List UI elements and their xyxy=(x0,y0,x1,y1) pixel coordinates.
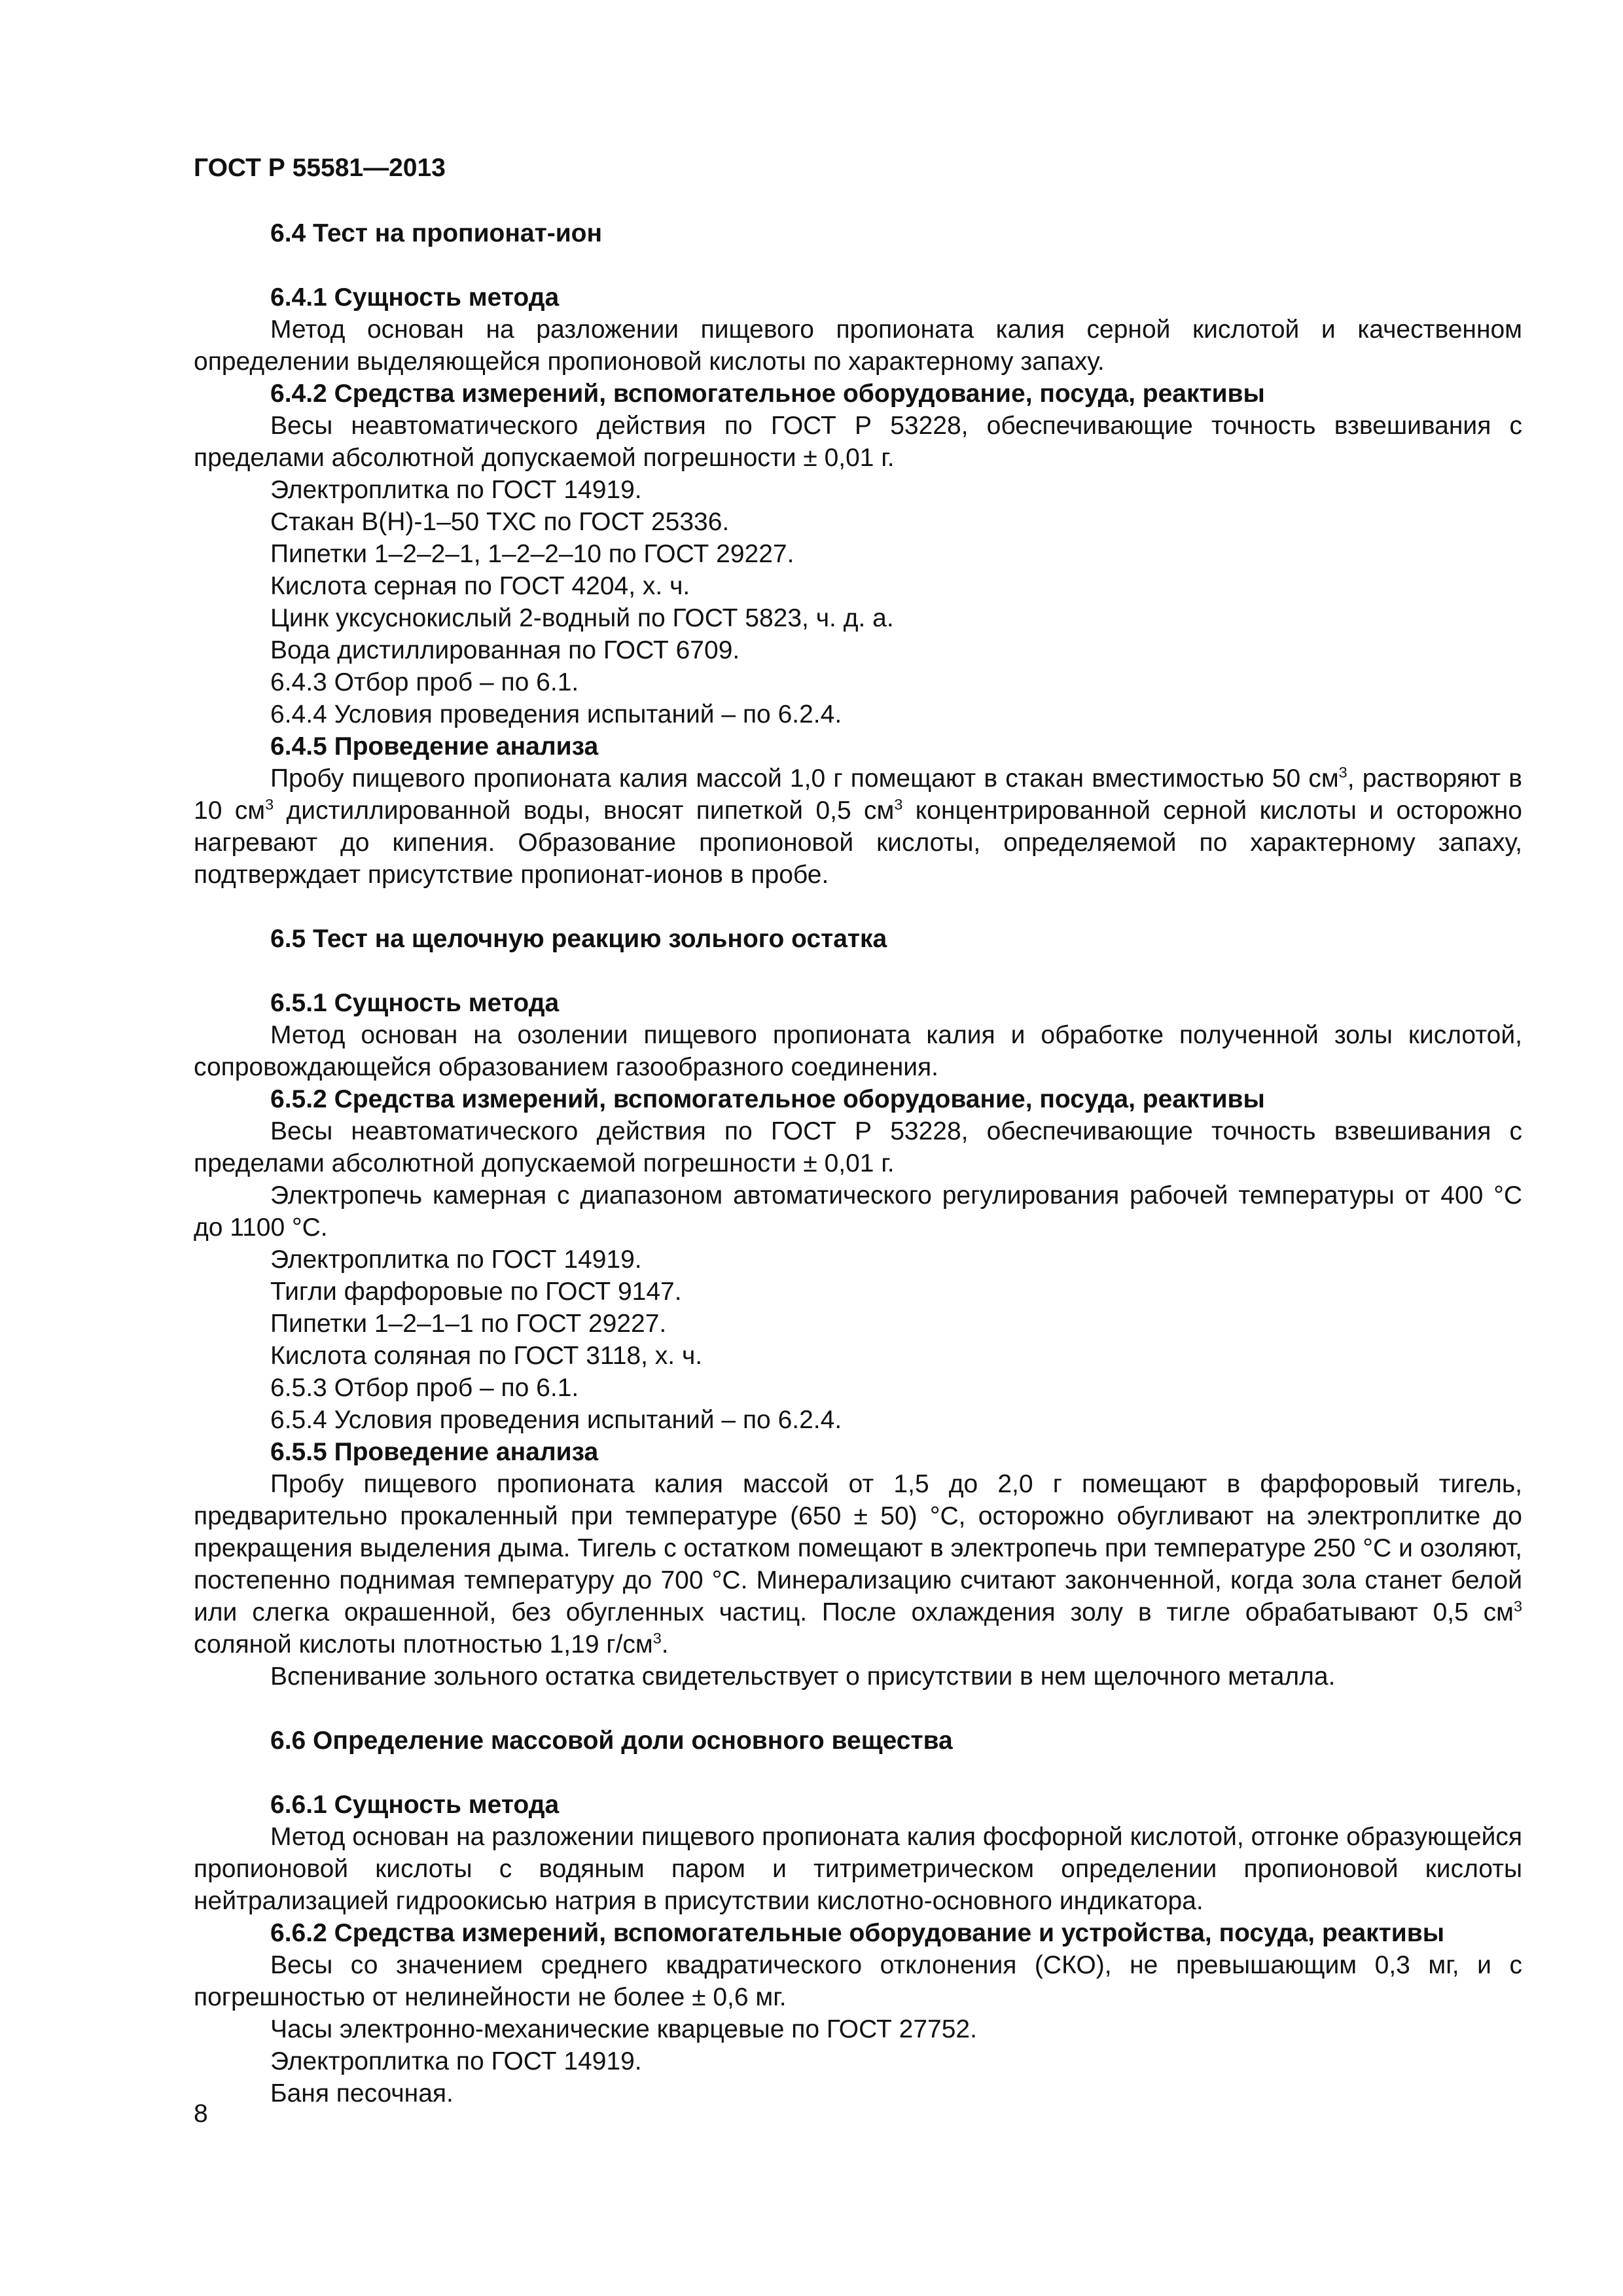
section-6-6-1-title: 6.6.1 Сущность метода xyxy=(270,1791,560,1819)
section-6-4-2-paragraph: Весы неавтоматического действия по ГОСТ Р 53228, обеспечивающие точность взвешивания с пределами абсолютной допускаемой погрешности ± 0,01 г. xyxy=(194,412,1522,472)
spacer xyxy=(194,249,1522,281)
text-run: . xyxy=(661,1630,669,1659)
section-6-4-1-text: Метод основан на разложении пищевого пропионата калия серной кислотой и качественном определении выделяющейся пропионовой кислоты по характерному запаху. xyxy=(194,315,1522,376)
superscript: 3 xyxy=(1513,1598,1522,1615)
text-run: , растворяют в 10 см xyxy=(194,764,1522,825)
page-number: 8 xyxy=(194,2100,208,2128)
section-6-6-2-paragraph: Весы со значением среднего квадратического отклонения (СКО), не превышающим 0,3 мг, и с погрешностью от нелинейности не более ± 0,6 мг. xyxy=(194,1951,1522,2011)
superscript: 3 xyxy=(265,796,274,813)
section-6-6-title: 6.6 Определение массовой доли основного вещества xyxy=(270,1727,953,1755)
superscript: 3 xyxy=(652,1630,662,1647)
document-body xyxy=(194,217,1522,2109)
spacer xyxy=(194,955,1522,987)
spacer xyxy=(194,891,1522,923)
section-6-4-5-title: 6.4.5 Проведение анализа xyxy=(270,732,599,761)
list-line: Вода дистиллированная по ГОСТ 6709. xyxy=(270,636,740,664)
section-6-5-5-title: 6.5.5 Проведение анализа xyxy=(270,1438,599,1466)
section-6-4-5-text xyxy=(194,762,1522,891)
list-line: Электроплитка по ГОСТ 14919. xyxy=(270,1246,642,1274)
section-6-5-5-text xyxy=(194,1468,1522,1660)
section-6-5-5-conclusion: Вспенивание зольного остатка свидетельствует о присутствии в нем щелочного металла. xyxy=(270,1662,1336,1691)
text-run: Пробу пищевого пропионата калия массой от 1,5 до 2,0 г помещают в фарфоровый тигель, предварительно прокаленный при температуре (650 ± 50) °С, осторожно обугливают на электроплитке до прекращения выделения дыма. Тигель с остатком помещают в электропечь при температуре 250 °С и озоляют, постепенно поднимая температуру до 700 °С. Минерализацию считают законченной, когда зола станет белой или слегка окрашенной, без обугленных частиц. После охлаждения золу в тигле обрабатывают 0,5 см xyxy=(194,1470,1522,1626)
text-run: Пробу пищевого пропионата калия массой 1,0 г помещают в стакан вместимостью 50 см xyxy=(270,764,1339,793)
section-6-5-1-title: 6.5.1 Сущность метода xyxy=(270,989,560,1017)
spacer xyxy=(194,1757,1522,1789)
list-line: Часы электронно-механические кварцевые по ГОСТ 27752. xyxy=(270,2015,977,2043)
list-line: Кислота соляная по ГОСТ 3118, х. ч. xyxy=(270,1342,703,1370)
section-6-5-title: 6.5 Тест на щелочную реакцию зольного остатка xyxy=(270,925,887,953)
text-run: концентрированной серной кислоты и осторожно нагревают до кипения. Образование пропионовой кислоты, определяемой по характерному запаху, подтверждает присутствие пропионат-ионов в пробе. xyxy=(194,797,1523,889)
list-line: 6.4.3 Отбор проб – по 6.1. xyxy=(270,668,579,696)
superscript: 3 xyxy=(894,796,903,813)
list-line: Пипетки 1–2–2–1, 1–2–2–10 по ГОСТ 29227. xyxy=(270,540,794,568)
section-6-4-title: 6.4 Тест на пропионат-ион xyxy=(270,219,603,247)
section-6-6-1-text: Метод основан на разложении пищевого пропионата калия фосфорной кислотой, отгонке образующейся пропионовой кислоты с водяным паром и титриметрическом определении пропионовой кислоты нейтрализацией гидроокисью натрия в присутствии кислотно-основного индикатора. xyxy=(194,1823,1522,1915)
list-line: Электроплитка по ГОСТ 14919. xyxy=(270,476,642,504)
list-line: 6.4.4 Условия проведения испытаний – по 6.2.4. xyxy=(270,700,842,728)
section-6-4-1-title: 6.4.1 Сущность метода xyxy=(270,283,560,312)
list-line: Пипетки 1–2–1–1 по ГОСТ 29227. xyxy=(270,1310,667,1338)
list-line: Электроплитка по ГОСТ 14919. xyxy=(270,2047,642,2075)
superscript: 3 xyxy=(1338,764,1347,781)
section-6-4-2-title: 6.4.2 Средства измерений, вспомогательное оборудование, посуда, реактивы xyxy=(270,380,1265,408)
spacer xyxy=(194,1693,1522,1725)
text-run: соляной кислоты плотностью 1,19 г/см xyxy=(194,1630,653,1659)
list-line: Стакан В(Н)-1–50 ТХС по ГОСТ 25336. xyxy=(270,508,730,536)
list-line: Баня песочная. xyxy=(270,2079,454,2108)
list-line: Тигли фарфоровые по ГОСТ 9147. xyxy=(270,1278,682,1306)
section-6-6-2-title: 6.6.2 Средства измерений, вспомогательные оборудование и устройства, посуда, реактивы xyxy=(270,1919,1445,1947)
list-line: Кислота серная по ГОСТ 4204, х. ч. xyxy=(270,572,690,600)
section-6-5-2-paragraph: Весы неавтоматического действия по ГОСТ Р 53228, обеспечивающие точность взвешивания с пределами абсолютной допускаемой погрешности ± 0,01 г. xyxy=(194,1117,1522,1177)
section-6-5-1-text: Метод основан на озолении пищевого пропионата калия и обработке полученной золы кислотой, сопровождающейся образованием газообразного соединения. xyxy=(194,1021,1522,1081)
list-line: Цинк уксуснокислый 2-водный по ГОСТ 5823, ч. д. а. xyxy=(270,604,894,632)
list-line: 6.5.3 Отбор проб – по 6.1. xyxy=(270,1374,579,1402)
section-6-5-2-title: 6.5.2 Средства измерений, вспомогательное оборудование, посуда, реактивы xyxy=(270,1085,1265,1113)
text-run: дистиллированной воды, вносят пипеткой 0,5 см xyxy=(274,797,895,825)
list-line: 6.5.4 Условия проведения испытаний – по 6.2.4. xyxy=(270,1406,842,1434)
document-header: ГОСТ Р 55581—2013 xyxy=(194,154,446,182)
section-6-5-2-paragraph: Электропечь камерная с диапазоном автоматического регулирования рабочей температуры от 400 °С до 1100 °С. xyxy=(194,1181,1522,1242)
